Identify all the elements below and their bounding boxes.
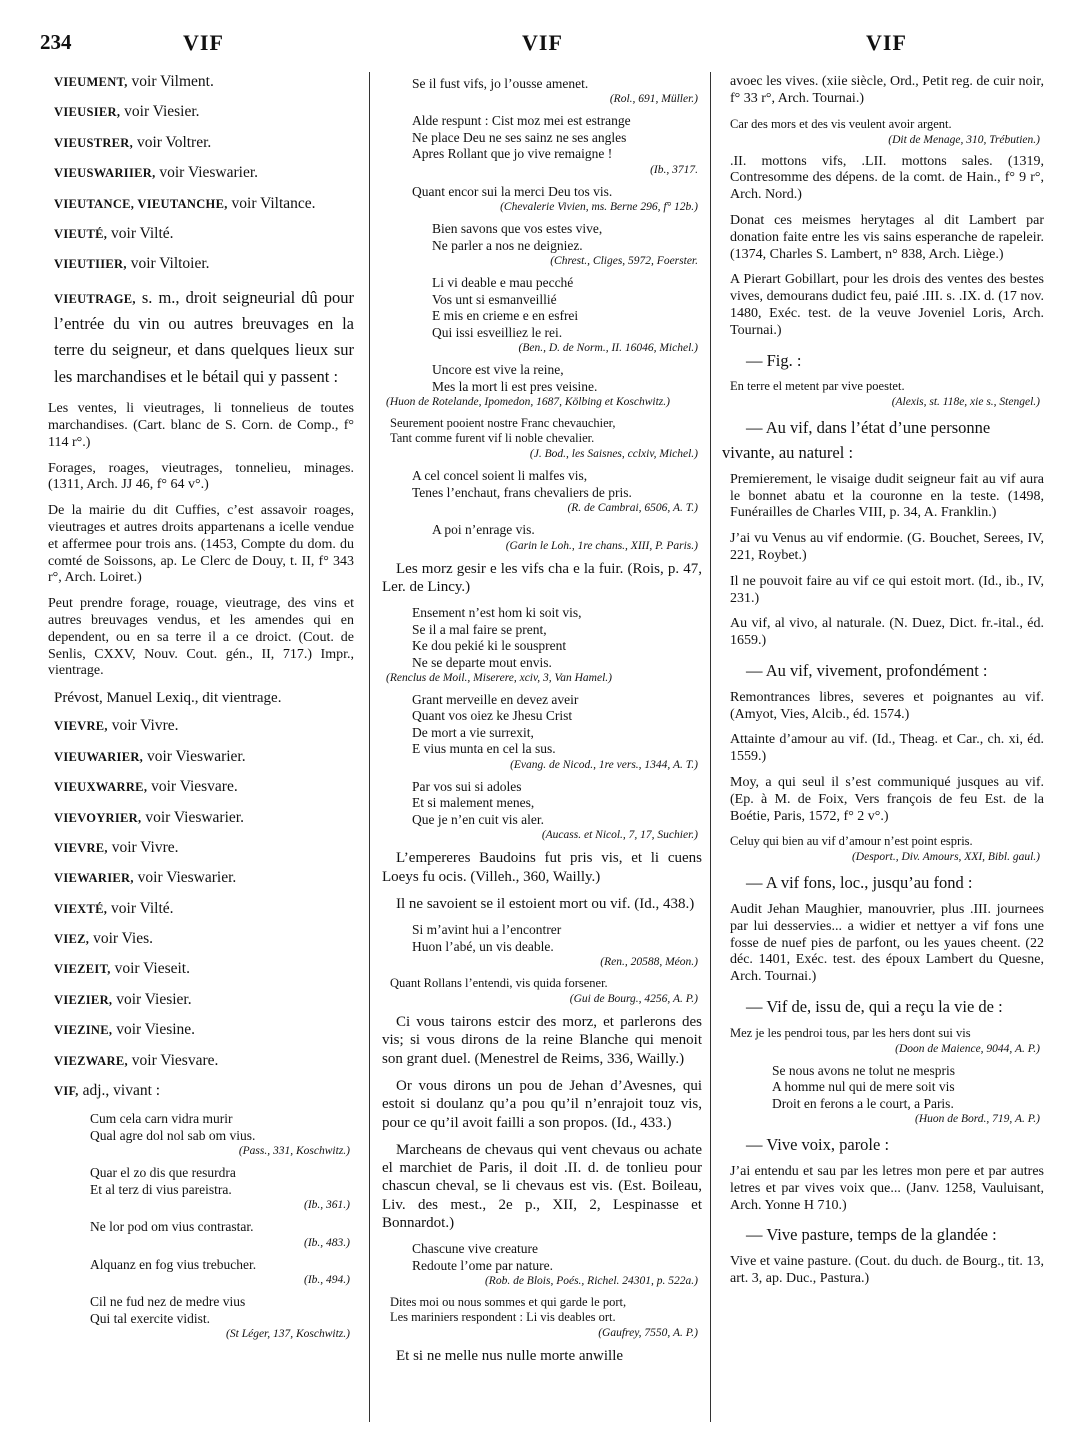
- citation-source: (Ren., 20588, Méon.): [600, 956, 698, 969]
- headword: VIEWARIER,: [54, 871, 134, 886]
- citation-source: (Dit de Menage, 310, Trébutien.): [888, 133, 1040, 146]
- citation-prose: Remontrances libres, severes et poignantes au vif. (Amyot, Vies, Alcib., éd. 1574.): [730, 689, 1044, 722]
- entry-text: voir Vilté.: [107, 224, 174, 242]
- dictionary-entry: [40, 1051, 354, 1070]
- citation-prose: Audit Jehan Maughier, manouvrier, plus .III. journees par lui desservies... a widier et nettyer a vif fons une fosse de nuef pies de parfont, ou les yaues cheent. (22 déc. 1401, Exéc. test. des époux Lambert du Quesne, Arch. Tournai.): [730, 902, 1044, 985]
- body-paragraph: Et si ne melle nus nulle morte anwille: [396, 1348, 624, 1365]
- verse-citation: Alquanz en fog vius trebucher.: [90, 1256, 257, 1272]
- headword: VIEUXWARRE,: [54, 780, 148, 795]
- citation-source: (Rol., 691, Müller.): [609, 93, 698, 106]
- citation-prose: Attainte d’amour au vif. (Id., Theag. et Car., ch. xi, éd. 1559.): [730, 732, 1044, 765]
- citation-prose: De la mairie du dit Cuffies, c’est assavoir roages, vieutrages et autres droits appartenans a icelle vendue et affermee pour trois ans. (1453, Compte du dom. du comté de Soissons, ap. Le Clerc de Douy, t. II, f° 343 r°, Arch. Loiret.): [48, 503, 354, 586]
- verse-citation: Quar el zo dis que resurdra Et al terz di vius pareistra.: [90, 1165, 236, 1197]
- headword: VIEZWARE,: [54, 1053, 128, 1068]
- dictionary-entry: [40, 254, 354, 273]
- verse-citation: Ne lor pod om vius contrastar.: [90, 1219, 254, 1235]
- entry-text: voir Viesier.: [112, 990, 192, 1008]
- running-head-center: VIF: [522, 30, 563, 55]
- citation-source: (Evang. de Nicod., 1re vers., 1344, A. T.): [510, 758, 698, 771]
- citation-line: Dites moi ou nous sommes et qui garde le port, Les mariniers respondent : Li vis deables ort.: [390, 1295, 627, 1325]
- dictionary-entry: [40, 1020, 354, 1039]
- headword: VIEUSIER,: [54, 105, 121, 120]
- citation-source: (Desport., Div. Amours, XXI, Bibl. gaul.): [851, 851, 1040, 864]
- dictionary-entry: [40, 868, 354, 887]
- citation-source: (Aucass. et Nicol., 7, 17, Suchier.): [541, 829, 698, 842]
- entry-text: voir Voltrer.: [133, 133, 212, 151]
- citation-line: Seurement pooient nostre Franc chevauchier, Tant comme furent vif li noble chevalier.: [390, 416, 616, 446]
- column-rule-right: [710, 72, 711, 1422]
- verse-citation: Ensement n’est hom ki soit vis, Se il a mal faire se prent, Ke dou pekié ki le sousprent Ne se departe mout envis.: [412, 605, 582, 670]
- verse-citation: A poi n’enrage vis.: [432, 522, 535, 538]
- dictionary-entry: [40, 716, 354, 735]
- citation-prose: Forages, roages, vieutrages, tonnelieu, minages. (1311, Arch. JJ 46, f° 64 v°.): [48, 460, 354, 493]
- verse-citation: Si m’avint hui a l’encontrer Huon l’abé, un vis deable.: [412, 922, 562, 954]
- citation-source: (Gui de Bourg., 4256, A. P.): [569, 993, 698, 1006]
- headword: VIEUTANCE, VIEUTANCHE,: [54, 196, 228, 211]
- verse-citation: Se il fust vifs, jo l’ousse amenet.: [412, 76, 589, 91]
- body-paragraph: Les morz gesir e les vifs cha e la fuir. (Rois, p. 47, Ler. de Lincy.): [382, 560, 702, 595]
- citation-line: Celuy qui bien au vif d’amour n’est point espris.: [730, 834, 973, 849]
- verse-citation: Chascune vive creature Redoute l’ome par nature.: [412, 1241, 553, 1273]
- citation-source: (Gaufrey, 7550, A. P.): [598, 1327, 698, 1340]
- citation-prose: Au vif, al vivo, al naturale. (N. Duez, Dict. fr.-ital., éd. 1659.): [730, 616, 1044, 649]
- column-right: [722, 72, 1044, 1422]
- dictionary-entry: [40, 224, 354, 243]
- verse-citation: A cel concel soient li malfes vis, Tenes l’enchaut, frans chevaliers de pris.: [412, 468, 632, 500]
- entry-text: s. m., droit seigneurial dû pour l’entrée du vin ou autres breuvages en la terre du seigneur, et dans quelques lieux sur les marchandises et le bétail qui y passent :: [54, 287, 354, 386]
- citation-line: En terre el metent par vive poestet.: [730, 379, 905, 394]
- running-head-right: VIF: [866, 30, 907, 55]
- citation-source: (Rob. de Blois, Poés., Richel. 24301, p. 522a.): [484, 1275, 698, 1288]
- headword: VIEZINE,: [54, 1023, 113, 1038]
- sense-heading: — Vif de, issu de, qui a reçu la vie de :: [746, 997, 1003, 1017]
- verse-citation: Cil ne fud nez de medre vius Qui tal exercite vidist.: [90, 1294, 246, 1326]
- entry-text: voir Vilment.: [127, 73, 214, 90]
- dictionary-entry: [40, 194, 354, 213]
- citation-source: (Chevalerie Vivien, ms. Berne 296, f° 12b.): [500, 201, 698, 214]
- citation-source: (Doon de Maience, 9044, A. P.): [895, 1042, 1040, 1055]
- entry-text: voir Vieseit.: [110, 960, 190, 978]
- citation-source: (J. Bod., les Saisnes, cclxiv, Michel.): [529, 448, 698, 461]
- sense-heading: — A vif fons, loc., jusqu’au fond :: [746, 873, 973, 893]
- headword: VIEUTÉ,: [54, 226, 108, 241]
- dictionary-entry: [40, 163, 354, 182]
- citation-prose: Donat ces meismes herytages al dit Lambert par donation faite entre les vis sains esperanche de rapeleir. (1374, Charles S. Lambert, n° 838, Arch. Liège.): [730, 212, 1044, 262]
- headword: VIEVOYRIER,: [54, 810, 142, 825]
- dictionary-entry: [40, 899, 354, 918]
- verse-citation: Par vos sui si adoles Et si malement menes, Que je n’en cuit vis aler.: [412, 778, 544, 827]
- citation-source: (Ib., 494.): [304, 1274, 350, 1287]
- dictionary-entry: [40, 959, 354, 978]
- entry-text: voir Vivre.: [107, 717, 179, 735]
- headword: VIEUTIIER,: [54, 257, 127, 272]
- dictionary-entry: [40, 990, 354, 1009]
- citation-line: Car des mors et des vis veulent avoir argent.: [730, 116, 952, 131]
- sense-heading: — Au vif, dans l’état d’une personne vivante, au naturel :: [722, 418, 991, 463]
- entry-text: voir Vieswarier.: [155, 164, 259, 182]
- dictionary-entry: [40, 72, 354, 91]
- citation-prose: Il ne pouvoit faire au vif ce qui estoit mort. (Id., ib., IV, 231.): [730, 573, 1044, 606]
- citation-source: (St Léger, 137, Koschwitz.): [226, 1328, 350, 1341]
- citation-source: (R. de Cambrai, 6506, A. T.): [567, 502, 698, 515]
- citation-prose: A Pierart Gobillart, pour les drois des ventes des bestes vives, demourans dudict feu, paié .III. s. .IX. d. (17 nov. 1480, Exéc. test. de la veuve Joveniel Loris, Arch. Tournai.): [730, 272, 1044, 338]
- verse-citation: Alde respunt : Cist moz mei est estrange Ne place Deu ne ses sainz ne ses angles Apres Rollant que jo vive remaigne !: [412, 113, 631, 162]
- entry-text: voir Vilté.: [107, 899, 174, 917]
- dictionary-entry: [40, 808, 354, 827]
- citation-line: Quant Rollans l’entendi, vis quida forsener.: [390, 976, 608, 991]
- citation-source: (Chrest., Cliges, 5972, Foerster.: [550, 255, 698, 268]
- page-number: 234: [40, 30, 72, 54]
- entry-text: voir Vieswarier.: [133, 869, 237, 887]
- citation-prose: avoec les vives. (xiie siècle, Ord., Petit reg. de cuir noir, f° 33 r°, Arch. Tournai.): [730, 74, 1044, 106]
- body-paragraph: Or vous dirons un pou de Jehan d’Avesnes, qui estoit si doulanz qu’a pou qu’il n’enrajoit touz vis, pour ce qu’il avoit failli a son propos. (Id., 433.): [382, 1077, 702, 1131]
- headword: VIEZIER,: [54, 992, 113, 1007]
- citation-source: (Alexis, st. 118e, xie s., Stengel.): [891, 396, 1040, 409]
- headword: VIEVRE,: [54, 719, 108, 734]
- verse-citation: Uncore est vive la reine, Mes la mort li est pres veisine.: [432, 362, 598, 394]
- citation-prose: Peut prendre forage, rouage, vieutrage, des vins et autres breuvages vendus, et les amendes qui en dependent, ou en sa terre il a ce droict. (Cout. de Senlis, CXXV, Nouv. Cout. gén., II, 717.) Impr., vientrage.: [48, 596, 354, 679]
- entry-text: voir Viesvare.: [127, 1051, 219, 1069]
- column-center: [382, 72, 702, 1422]
- entry-text: voir Vivre.: [107, 838, 179, 856]
- verse-citation: Quant encor sui la merci Deu tos vis.: [412, 183, 613, 199]
- body-paragraph: Ci vous tairons estcir des morz, et parlerons des vis; si vous dirons de la reine Blanche qui menoit son grant duel. (Menestrel de Reims, 336, Wailly.): [382, 1014, 702, 1067]
- citation-prose: Moy, a qui seul il s’est communiqué jusques au vif. (Ep. à M. de Foix, Vers françois de feu Est. de la Boétie, Paris, 1572, f° 2 v°.): [730, 774, 1044, 824]
- column-rule-left: [369, 72, 370, 1422]
- citation-prose: .II. mottons vifs, .LII. mottons sales. (1319, Contresomme des dépens. de la comt. de Hain., f° 9 r°, Arch. Nord.): [730, 153, 1044, 203]
- citation-source: (Ib., 3717.: [650, 163, 698, 176]
- verse-citation: Cum cela carn vidra murir Qual agre dol nol sab om vius.: [90, 1111, 256, 1143]
- citation-source: (Ib., 483.): [304, 1236, 350, 1249]
- citation-source: (Ben., D. de Norm., II. 16046, Michel.): [518, 342, 698, 355]
- citation-source: (Huon de Rotelande, Ipomedon, 1687, Kölbing et Koschwitz.): [386, 396, 670, 409]
- dictionary-entry: [40, 133, 354, 152]
- headword: VIF,: [54, 1083, 79, 1098]
- verse-citation: Se nous avons ne tolut ne mespris A homme nul qui de mere soit vis Droit en ferons a le court, a Paris.: [772, 1062, 955, 1111]
- entry-text: voir Viesier.: [120, 103, 200, 121]
- sense-heading: — Au vif, vivement, profondément :: [746, 660, 988, 680]
- headword: VIEUTRAGE,: [54, 291, 136, 306]
- entry-text: adj., vivant :: [78, 1081, 161, 1099]
- headword: VIEVRE,: [54, 840, 108, 855]
- entry-text: voir Vieswarier.: [143, 747, 246, 765]
- entry-text: voir Vieswarier.: [141, 808, 244, 826]
- citation-prose: Vive et vaine pasture. (Cout. du duch. de Bourg., tit. 13, art. 3, ap. Duc., Pastura.): [730, 1254, 1044, 1286]
- body-paragraph: Marcheans de chevaus qui vent chevaus ou achate el marchiet de Paris, il doit .II. d. de tonlieu pour chascun cheval, se li chevaus est vis. (Est. Boileau, Liv. des mest., 2e p., XII, 2, Lespinasse et Bonnardot.): [382, 1141, 702, 1232]
- citation-source: (Garin le Loh., 1re chans., XIII, P. Paris.): [505, 539, 698, 552]
- headword: VIEXTÉ,: [54, 901, 108, 916]
- body-paragraph: Il ne savoient se il estoient mort ou vif. (Id., 438.): [396, 895, 695, 912]
- citation-prose: J’ai entendu et sau par les letres mon pere et par autres letres et par vives voix que... (Janv. 1258, Vauluisant, Arch. Yonne H 710.): [730, 1163, 1044, 1213]
- verse-citation: Li vi deable e mau pecché Vos unt si esmanveillié E mis en crieme e en esfrei Qui issi esveilliez le rei.: [432, 275, 579, 340]
- verse-citation: Grant merveille en devez aveir Quant vos oiez ke Jhesu Crist De mort a vie surrexit, E vius munta en cel la sus.: [412, 691, 579, 757]
- headword: VIEZ,: [54, 932, 90, 947]
- headword: VIEZEIT,: [54, 962, 111, 977]
- entry-text: voir Viltoier.: [126, 255, 210, 273]
- citation-source: (Ib., 361.): [304, 1199, 350, 1212]
- sense-heading: — Vive voix, parole :: [746, 1135, 890, 1155]
- dictionary-entry: [40, 747, 354, 766]
- column-left: [40, 72, 354, 1422]
- citation-prose: J’ai vu Venus au vif endormie. (G. Bouchet, Serees, IV, 221, Roybet.): [730, 531, 1044, 563]
- citation-prose: Premierement, le visaige dudit seigneur fait au vif aura le bonnet abatu et la couronne en la teste. (1498, Funérailles de Charles VIII, p. 34, A. Franklin.): [730, 471, 1044, 521]
- citation-source: (Pass., 331, Koschwitz.): [238, 1145, 350, 1158]
- headword: VIEUMENT,: [54, 75, 128, 89]
- dictionary-entry: [40, 102, 354, 121]
- headword: VIEUWARIER,: [54, 749, 144, 764]
- entry-text: voir Viesvare.: [147, 778, 238, 796]
- dictionary-entry: [40, 777, 354, 796]
- sense-heading: — Vive pasture, temps de la glandée :: [746, 1225, 997, 1245]
- verse-citation: Bien savons que vos estes vive, Ne parler a nos ne deigniez.: [432, 221, 603, 253]
- headword: VIEUSWARIIER,: [54, 166, 156, 181]
- sense-heading: — Fig. :: [746, 350, 802, 370]
- citation-source: (Huon de Bord., 719, A. P.): [914, 1113, 1040, 1126]
- entry-text: voir Vies.: [89, 930, 153, 948]
- headword: VIEUSTRER,: [54, 135, 134, 150]
- body-paragraph: L’empereres Baudoins fut pris vis, et li cuens Loeys fu ocis. (Villeh., 360, Wailly.): [382, 850, 702, 885]
- dictionary-entry: [40, 929, 354, 948]
- entry-text: voir Viltance.: [227, 194, 316, 212]
- running-head-left: VIF: [183, 30, 224, 55]
- dictionary-entry: [40, 1081, 354, 1100]
- citation-prose: Les ventes, li vieutrages, li tonnelieus de toutes marchandises. (Cart. blanc de S. Corn. de Comp., f° 114 r°.): [48, 401, 354, 450]
- citation-line: Mez je les pendroi tous, par les hers dont sui vis: [730, 1025, 971, 1040]
- dictionary-entry: [40, 838, 354, 857]
- body-paragraph: Prévost, Manuel Lexiq., dit vientrage.: [54, 690, 282, 707]
- entry-text: voir Viesine.: [112, 1021, 196, 1039]
- dictionary-entry: [40, 285, 354, 391]
- citation-source: (Renclus de Moil., Miserere, xciv, 3, Van Hamel.): [386, 671, 612, 684]
